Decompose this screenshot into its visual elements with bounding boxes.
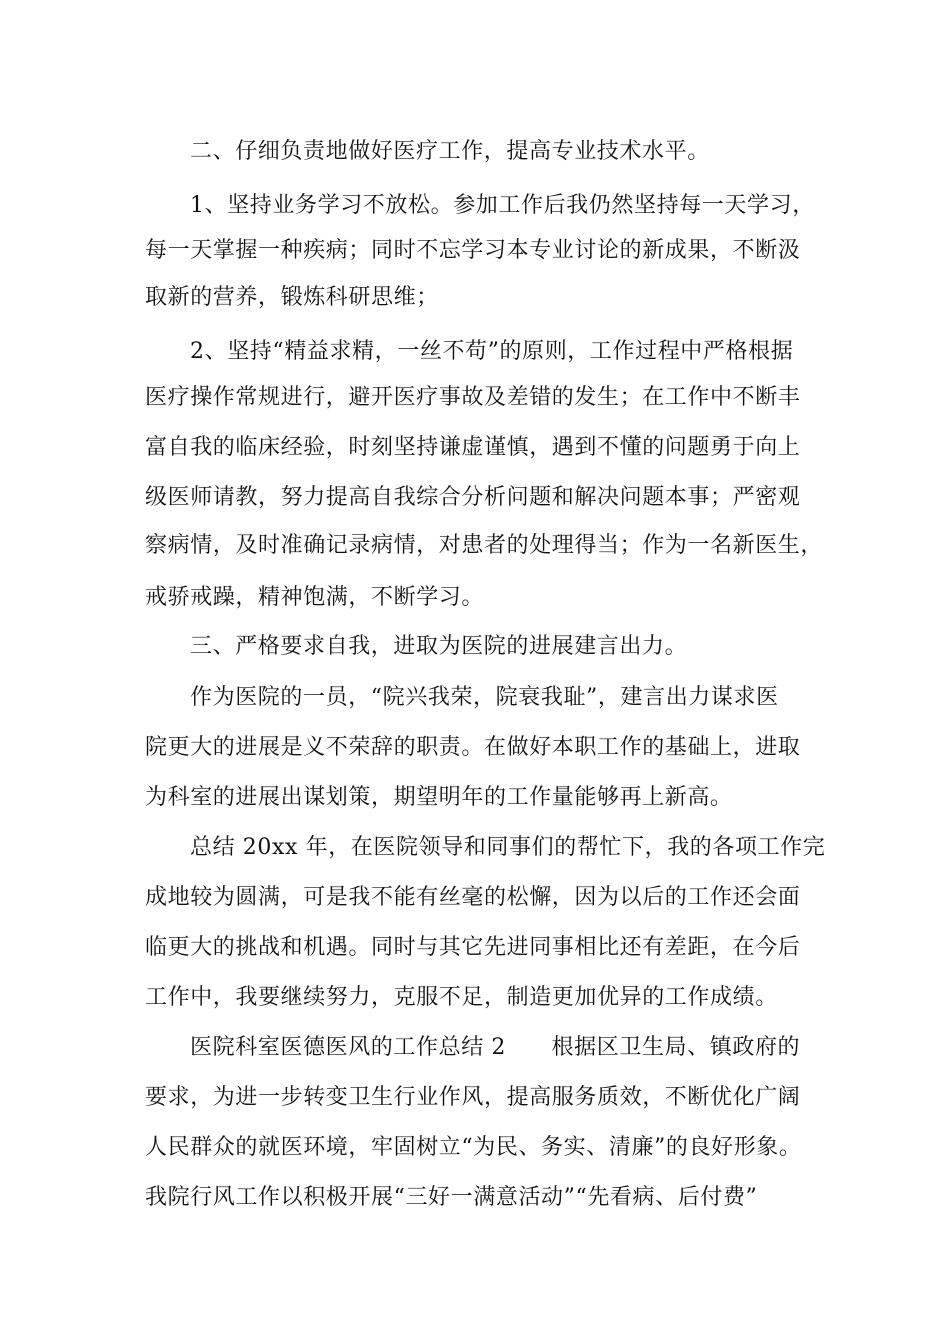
text-line: 要求，为进一步转变卫生行业作风，提高服务质效，不断优化广阔 <box>145 1085 801 1110</box>
text-line: 院更大的进展是义不荣辞的职责。在做好本职工作的基础上，进取 <box>145 735 801 760</box>
text-line: 医院科室医德医风的工作总结 2 根据区卫生局、镇政府的 <box>190 1035 801 1060</box>
text-line: 工作中，我要继续努力，克服不足，制造更加优异的工作成绩。 <box>145 985 778 1010</box>
text-line: 我院行风工作以积极开展“三好一满意活动”“先看病、后付费” <box>145 1185 758 1210</box>
text-line: 作为医院的一员，“院兴我荣，院衰我耻”，建言出力谋求医 <box>190 685 779 710</box>
text-line: 察病情，及时准确记录病情，对患者的处理得当；作为一名新医生， <box>145 533 824 558</box>
text-line: 临更大的挑战和机遇。同时与其它先进同事相比还有差距，在今后 <box>145 935 801 960</box>
text-line: 医疗操作常规进行，避开医疗事故及差错的发生；在工作中不断丰 <box>145 385 801 410</box>
text-line: 戒骄戒躁，精神饱满，不断学习。 <box>145 585 485 610</box>
text-line: 为科室的进展出谋划策，期望明年的工作量能够再上新高。 <box>145 785 733 810</box>
text-line: 每一天掌握一种疾病；同时不忘学习本专业讨论的新成果，不断汲 <box>145 238 801 263</box>
text-line: 1、坚持业务学习不放松。参加工作后我仍然坚持每一天学习， <box>190 193 815 218</box>
text-line: 二、仔细负责地做好医疗工作，提高专业技术水平。 <box>190 139 710 164</box>
text-line: 富自我的临床经验，时刻坚持谦虚谨慎，遇到不懂的问题勇于向上 <box>145 435 801 460</box>
text-line: 人民群众的就医环境，牢固树立“为民、务实、清廉”的良好形象。 <box>145 1135 802 1160</box>
text-line: 2、坚持“精益求精，一丝不苟”的原则，工作过程中严格根据 <box>190 339 794 364</box>
text-line: 三、严格要求自我，进取为医院的进展建言出力。 <box>190 634 688 659</box>
text-line: 总结 20xx 年，在医院领导和同事们的帮忙下，我的各项工作完 <box>190 835 826 860</box>
text-line: 取新的营养，锻炼科研思维； <box>145 285 439 310</box>
text-line: 成地较为圆满，可是我不能有丝毫的松懈，因为以后的工作还会面 <box>145 885 801 910</box>
text-line: 级医师请教，努力提高自我综合分析问题和解决问题本事；严密观 <box>145 485 801 510</box>
